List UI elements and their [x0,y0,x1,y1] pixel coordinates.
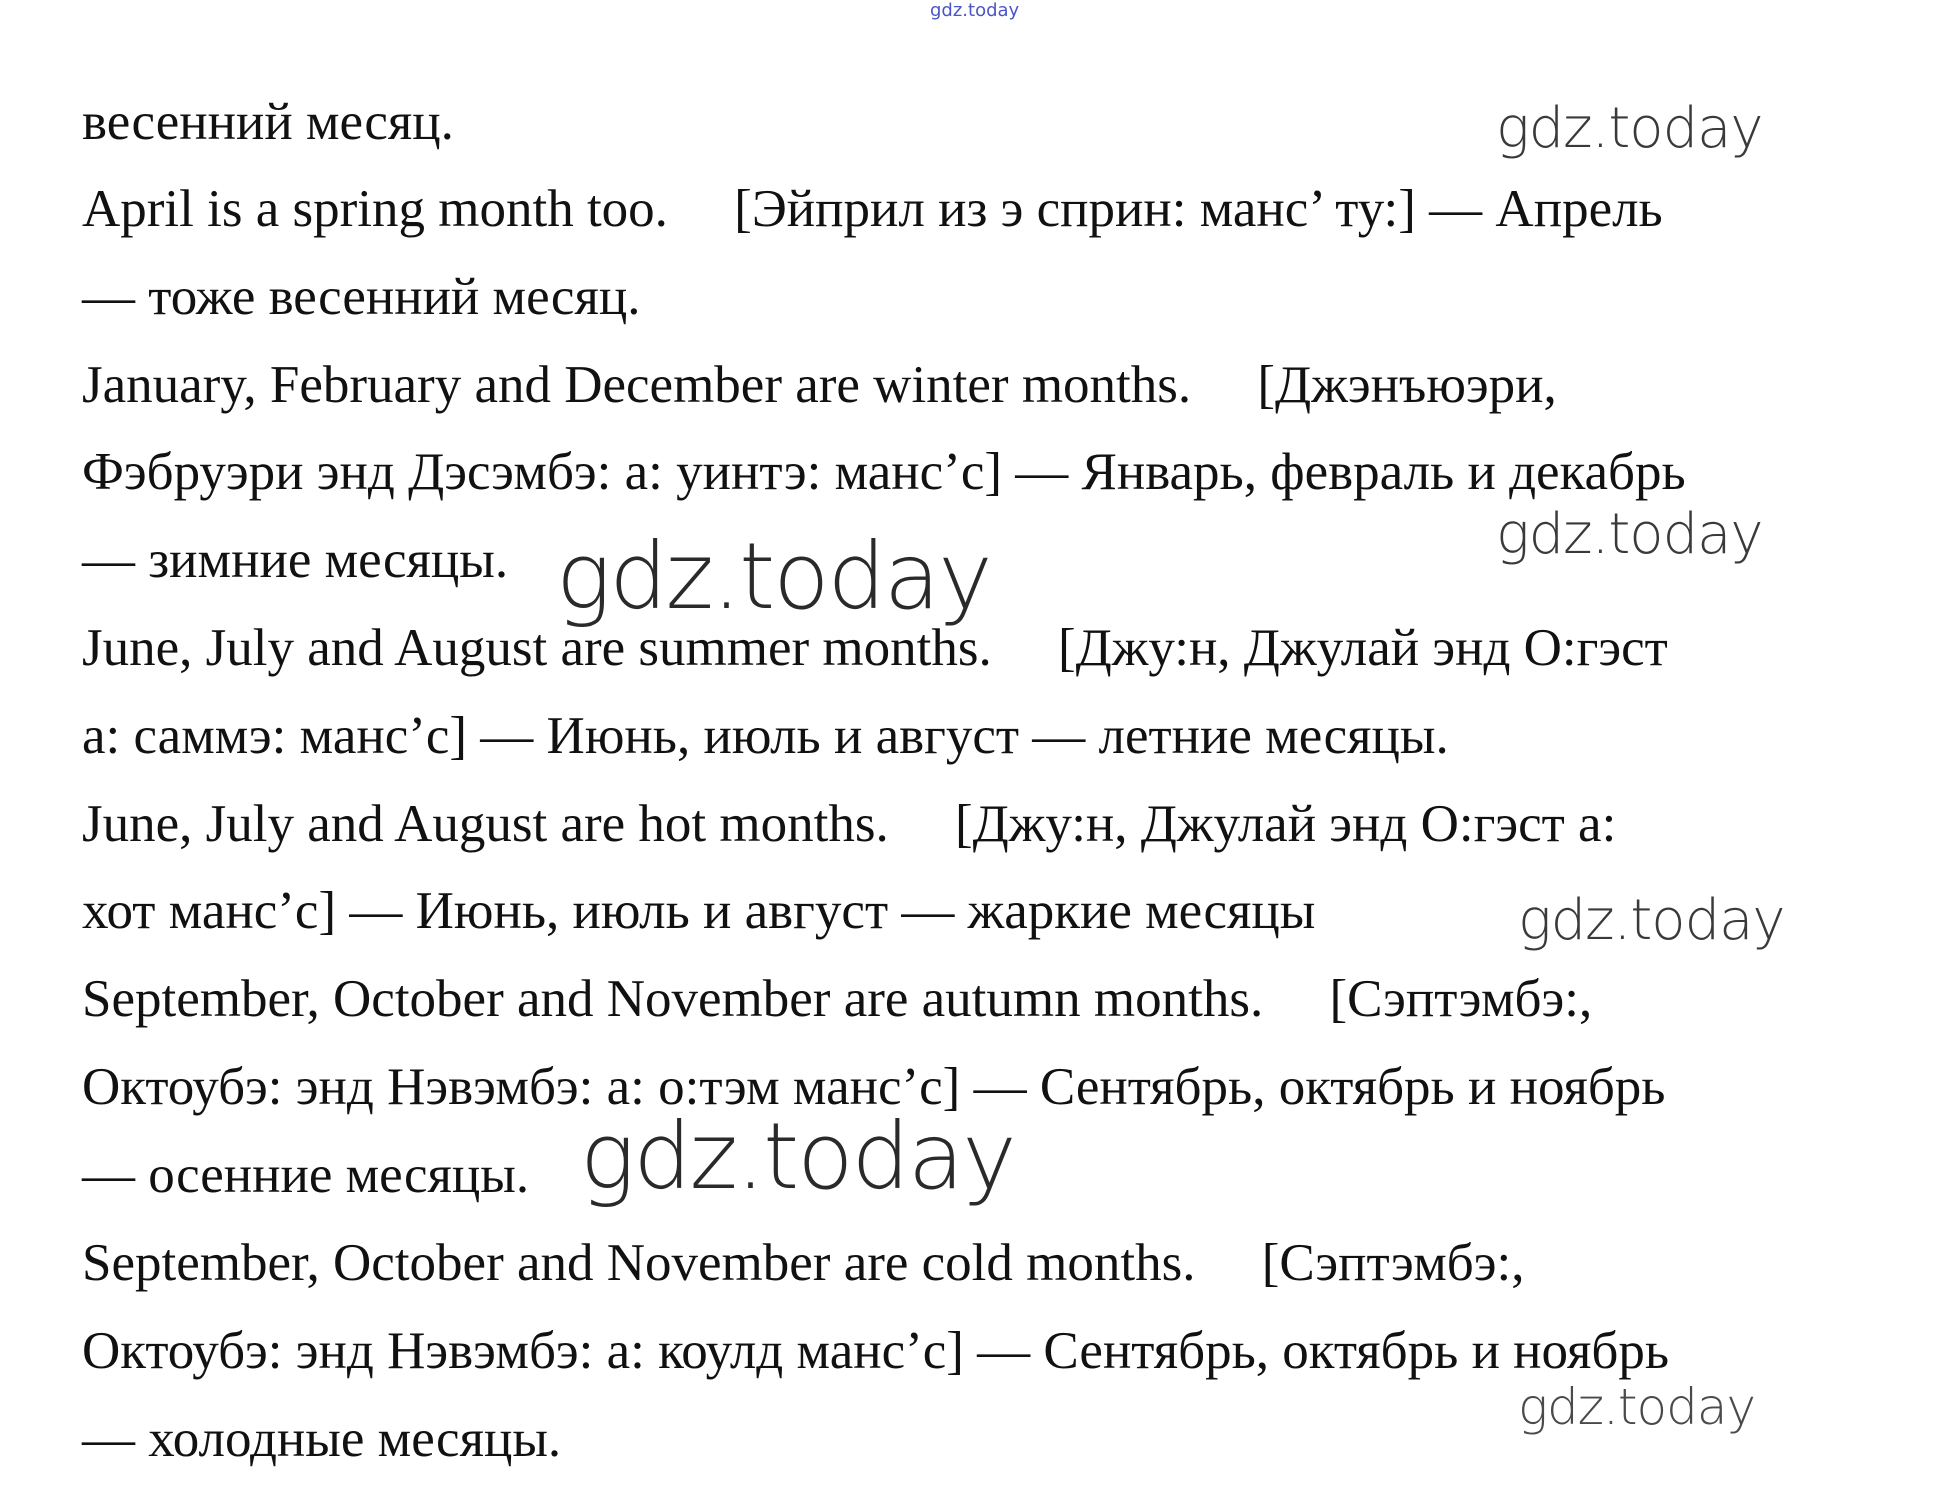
text-line: Октоубэ: энд Нэвэмбэ: а: коулд манс’с] — Сентябрь, октябрь и ноябрь [82,1322,1670,1380]
text-line: September, October and November are cold months. [Сэптэмбэ:, [82,1234,1525,1292]
text-line: — зимние месяцы. [82,531,509,589]
text-line: Октоубэ: энд Нэвэмбэ: а: о:тэм манс’с] — Сентябрь, октябрь и ноябрь [82,1058,1666,1116]
text-line: хот манс’с] — Июнь, июль и август — жаркие месяцы [82,882,1316,940]
text-line: — холодные месяцы. [82,1410,562,1468]
watermark: gdz.today [580,1103,1015,1210]
text-line: а: саммэ: манс’с] — Июнь, июль и август — летние месяцы. [82,707,1449,765]
watermark: gdz.today [1518,1378,1756,1436]
text-line: June, July and August are summer months. [Джу:н, Джулай энд О:гэст [82,619,1668,677]
watermark: gdz.today [1496,502,1763,567]
watermark: gdz.today [1518,888,1785,953]
text-line: — тоже весенний месяц. [82,268,641,326]
text-line: весенний месяц. [82,93,454,151]
text-line: June, July and August are hot months. [Джу:н, Джулай энд О:гэст а: [82,795,1617,853]
watermark: gdz.today [556,523,991,630]
text-line: April is a spring month too. [Эйприл из э сприн: манс’ ту:] — Апрель [82,180,1663,238]
text-line: September, October and November are autumn months. [Сэптэмбэ:, [82,970,1593,1028]
watermark: gdz.today [1496,96,1763,161]
text-line: — осенние месяцы. [82,1146,530,1204]
text-line: Фэбруэри энд Дэсэмбэ: а: уинтэ: манс’с] — Январь, февраль и декабрь [82,443,1686,501]
site-mark: gdz.today [930,0,1020,21]
text-line: January, February and December are winter months. [Джэнъюэри, [82,356,1557,414]
